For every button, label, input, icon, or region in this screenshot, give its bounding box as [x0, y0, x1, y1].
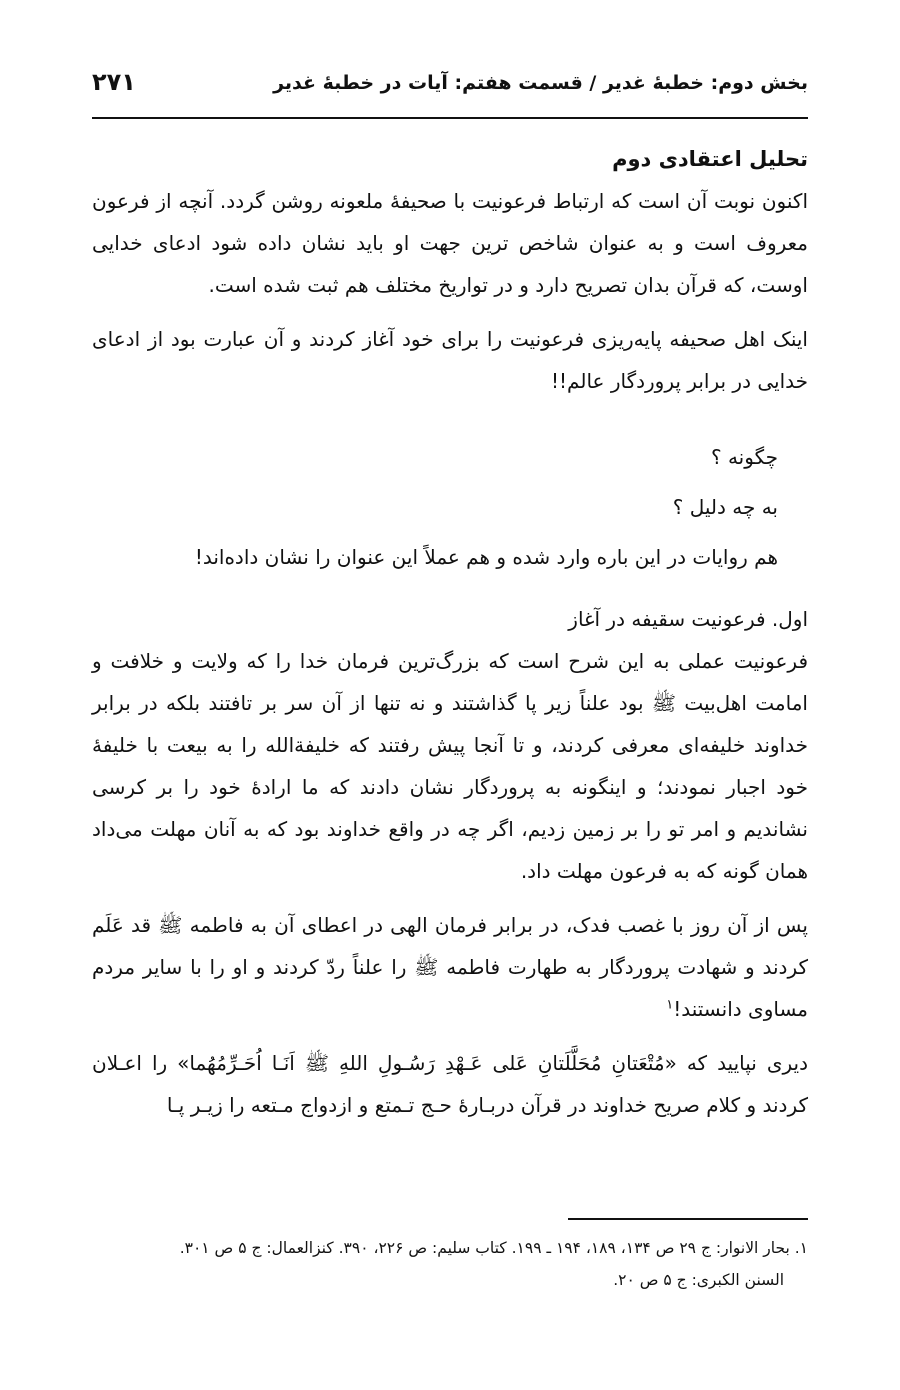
- footnote-line-1: ۱. بحار الانوار: ج ۲۹ ص ۱۳۴، ۱۸۹، ۱۹۴ ـ ۱۹۹. کتاب سلیم: ص ۲۲۶، ۳۹۰. کنزالعمال: ج ۵ ص ۳۰۱.: [179, 1239, 808, 1257]
- paragraph-2: اینک اهل صحیفه پایه‌ریزی فرعونیت را برای خود آغاز کردند و آن عبارت بود از ادعای خدایی در برابر پروردگار عالم!!: [92, 327, 808, 393]
- footnotes: [92, 1232, 808, 1296]
- answer-line: هم روایات در این باره وارد شده و هم عملاً این عنوان را نشان داده‌اند!: [194, 545, 778, 569]
- paragraph-3: فرعونیت عملی به این شرح است که بزرگ‌ترین فرمان خدا را که ولایت و خلافت و امامت اهل‌بیت ﷺ بود علناً زیر پا گذاشتند و نه تنها از آن سر بر تافتند بلکه در برابر خداوند خلیفه‌ای معرفی کردند، و تا آنجا پیش رفتند که خلیفةالله را به بیعت با خلیفۀ خود اجبار نمودند؛ و اینگونه به پروردگار نشان دادند که ما ارادۀ خود را بر کرسی نشاندیم و امر تو را بر زمین زدیم، اگر چه در واقع خداوند بود که به آنان مهلت می‌داد همان گونه که به فرعون مهلت داد.: [92, 649, 808, 883]
- paragraph-4-text: پس از آن روز با غصب فدک، در برابر فرمان الهی در اعطای آن به فاطمه ﷺ قد عَلَم کردند و شهادت پروردگار به طهارت فاطمه ﷺ را علناً ردّ کردند و او را با سایر مردم مساوی دانستند!: [92, 913, 808, 1021]
- paragraph-4: [92, 904, 808, 1030]
- question-1: چگونه ؟: [710, 445, 778, 469]
- footnote-marker: ۱: [666, 997, 674, 1013]
- page-number: ۲۷۱: [92, 68, 136, 96]
- main-text: [92, 138, 808, 1126]
- running-title: بخش دوم: خطبۀ غدیر / قسمت هفتم: آیات در خطبۀ غدیر: [273, 72, 808, 94]
- paragraph-1: اکنون نوبت آن است که ارتباط فرعونیت با صحیفۀ ملعونه روشن گردد. آنچه از فرعون معروف است و به عنوان شاخص ترین جهت او باید نشان داده شود ادعای خدایی اوست، که قرآن بدان تصریح دارد و در تواریخ مختلف هم ثبت شده است.: [92, 189, 808, 297]
- question-2: به چه دلیل ؟: [672, 495, 778, 519]
- running-header: [92, 68, 808, 112]
- footnote-rule: [568, 1218, 808, 1220]
- header-rule: [92, 117, 808, 119]
- sub-heading: اول. فرعونیت سقیفه در آغاز: [568, 607, 808, 631]
- footnote-line-2: السنن الکبری: ج ۵ ص ۲۰.: [613, 1271, 784, 1289]
- paragraph-5: دیری نپایید که «مُتْعَتانِ مُحَلَّلَتانِ عَلی عَـهْدِ رَسُـولِ اللهِ ﷺ اَنَـا اُحَـرِّمُهُما» را اعـلان کردند و کلام صریح خداوند در قرآن دربـارۀ حـج تـمتع و ازدواج مـتعه را زیـر پـا: [92, 1051, 808, 1117]
- section-heading: تحلیل اعتقادی دوم: [612, 147, 808, 171]
